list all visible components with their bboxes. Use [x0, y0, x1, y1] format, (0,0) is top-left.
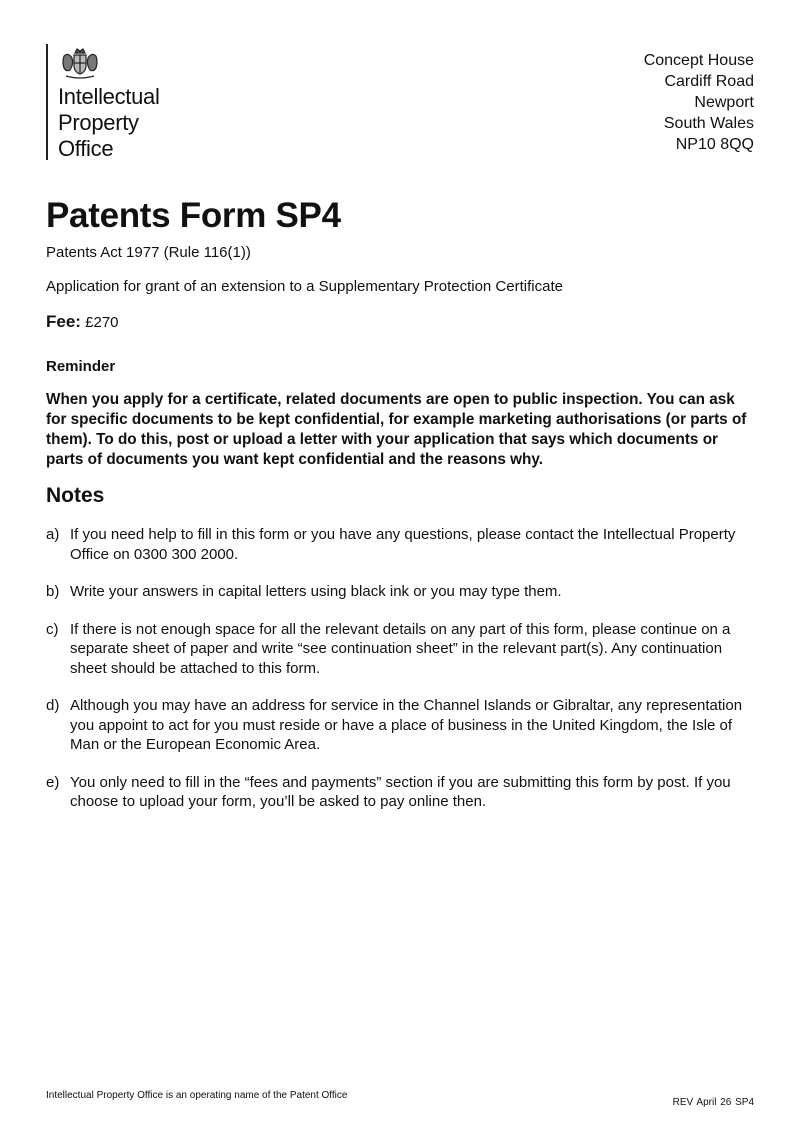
reminder-label: Reminder — [46, 358, 116, 375]
note-text: If you need help to fill in this form or you have any questions, please contact the Intellectual Property Office on 0300 300 2000. — [70, 526, 736, 563]
form-subtitle: Patents Act 1977 (Rule 116(1)) — [46, 244, 251, 261]
note-letter: d) — [46, 697, 60, 714]
note-letter: b) — [46, 583, 60, 600]
notes-list — [46, 525, 758, 830]
note-text: If there is not enough space for all the relevant details on any part of this form, please continue on a separate sheet of paper and write “see continuation sheet” in the relevant part(s). Any continuation sheet should be attached to this form. — [70, 620, 731, 677]
logo-text-line: Office — [58, 136, 114, 161]
note-item — [46, 620, 758, 679]
note-letter: e) — [46, 773, 60, 791]
note-letter: a) — [46, 526, 60, 543]
note-item — [46, 773, 758, 812]
logo-text-line: Intellectual — [58, 84, 160, 109]
office-address — [644, 50, 754, 155]
note-item — [46, 582, 758, 602]
address-line: South Wales — [663, 115, 754, 132]
footer-operating-name: Intellectual Property Office is an operating name of the Patent Office — [46, 1090, 348, 1101]
form-description: Application for grant of an extension to a Supplementary Protection Certificate — [46, 278, 563, 295]
royal-coat-of-arms-icon — [58, 44, 102, 82]
note-item — [46, 696, 758, 755]
fee-value: £270 — [85, 314, 119, 331]
ipo-logo — [46, 44, 160, 160]
address-line: Cardiff Road — [664, 73, 754, 90]
note-text: Write your answers in capital letters using black ink or you may type them. — [70, 583, 562, 600]
address-line: NP10 8QQ — [675, 136, 754, 153]
notes-heading: Notes — [46, 484, 105, 507]
note-text: You only need to fill in the “fees and payments” section if you are submitting this form by post. If you choose to upload your form, you’ll be asked to pay online then. — [70, 773, 731, 810]
footer-revision: REV April 26 SP4 — [672, 1097, 754, 1108]
note-item — [46, 525, 758, 564]
fee — [46, 312, 119, 332]
note-letter: c) — [46, 620, 59, 638]
address-line: Newport — [694, 94, 754, 111]
address-line: Concept House — [643, 52, 754, 69]
form-title: Patents Form SP4 — [46, 196, 341, 235]
logo-text-line: Property — [58, 110, 139, 135]
reminder-text: When you apply for a certificate, related documents are open to public inspection. You can ask for specific documents to be kept confidential, for example marketing authorisations (or parts of them). To do this, post or upload a letter with your application that says which documents or parts of documents you want kept confidential and the reasons why. — [46, 391, 747, 468]
note-text: Although you may have an address for service in the Channel Islands or Gibraltar, any representation you appoint to act for you must reside or have a place of business in the United Kingdom, the Isle of Man or the European Economic Area. — [70, 697, 743, 753]
fee-label: Fee: — [46, 312, 81, 331]
